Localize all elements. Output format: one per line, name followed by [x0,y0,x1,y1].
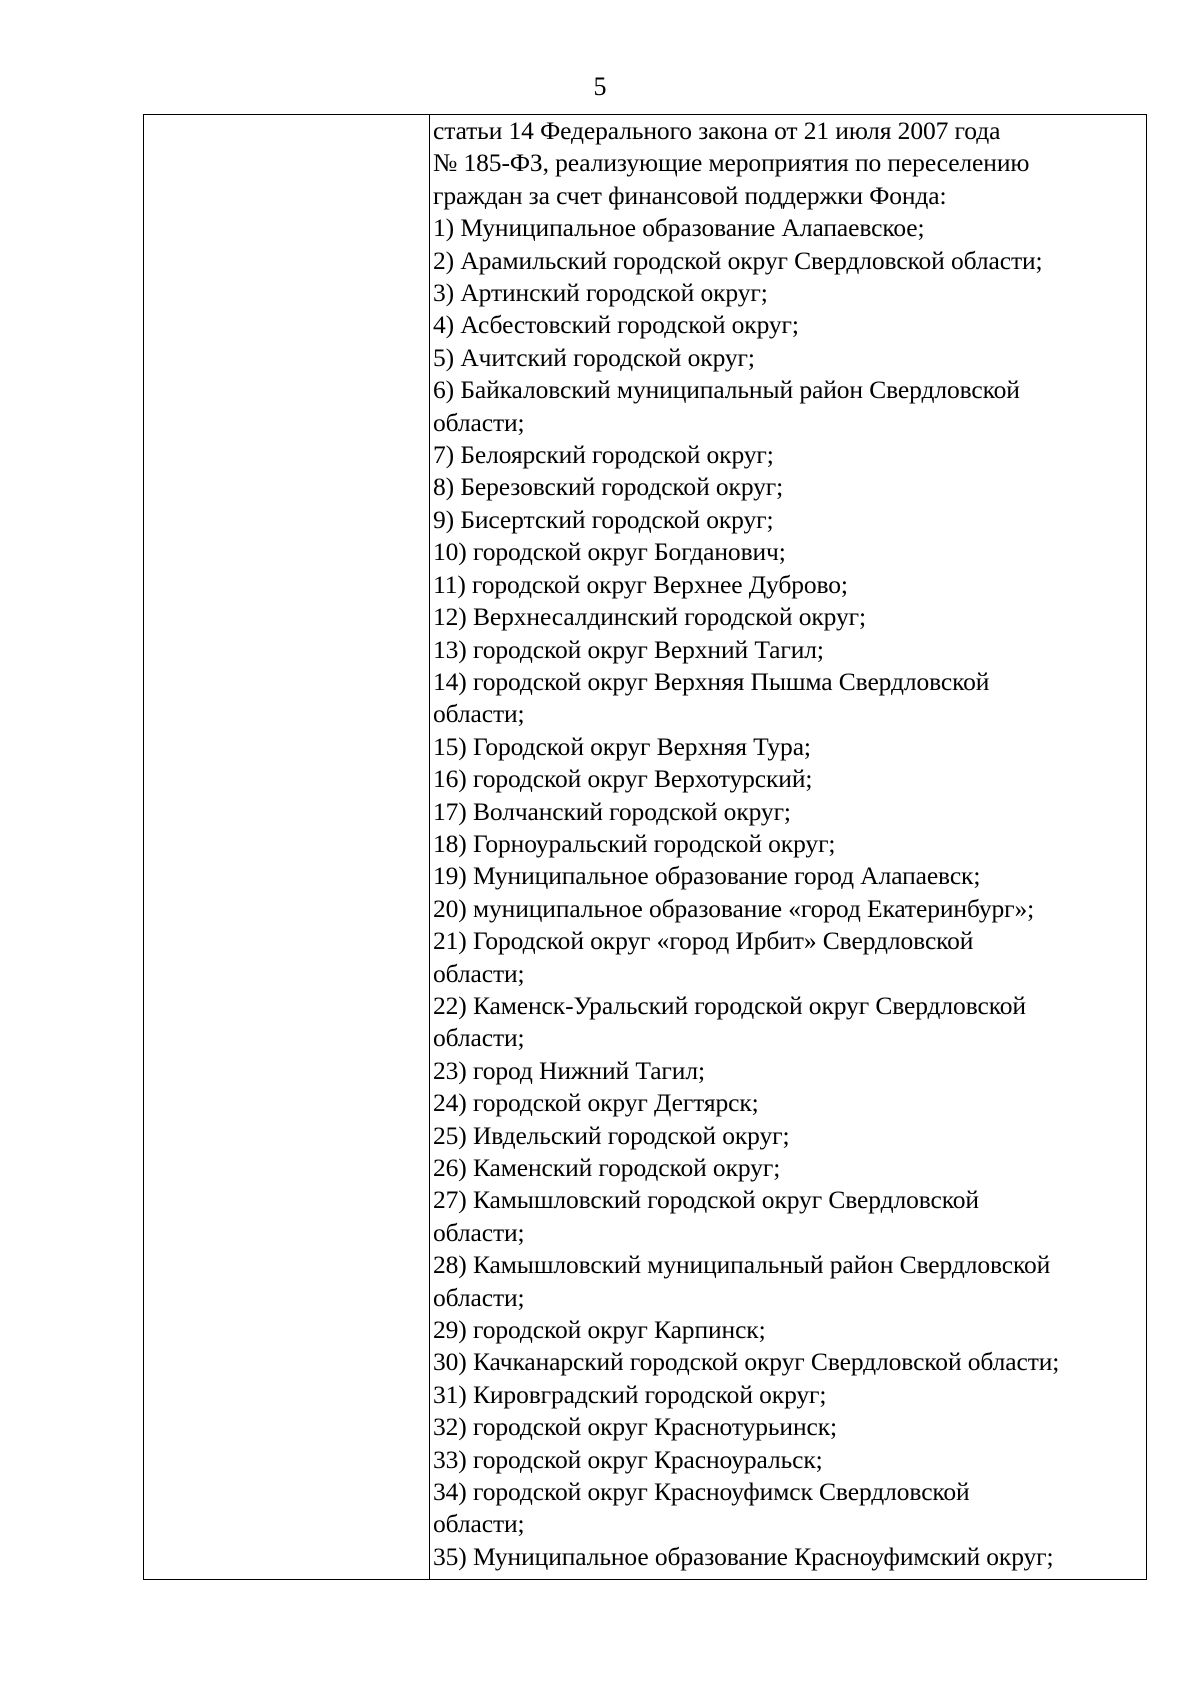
list-item: 32) городской округ Краснотурьинск; [433,1412,837,1442]
list-item: области; [433,1023,525,1053]
list-item: 13) городской округ Верхний Тагил; [433,634,824,664]
list-item: области; [433,407,525,437]
text-line: № 185-ФЗ, реализующие мероприятия по переселению [433,148,1030,178]
list-item: 25) Ивдельский городской округ; [433,1120,790,1150]
list-item: области; [433,958,525,988]
list-item: 22) Каменск-Уральский городской округ Свердловской [433,990,1026,1020]
table-right-cell [430,115,1146,1579]
list-item: области; [433,1217,525,1247]
page-number: 5 [593,72,607,101]
list-item: 6) Байкаловский муниципальный район Свердловской [433,375,1020,405]
list-item: 11) городской округ Верхнее Дуброво; [433,569,848,599]
list-item: 17) Волчанский городской округ; [433,796,791,826]
list-item: 26) Каменский городской округ; [433,1153,781,1182]
list-item: 5) Ачитский городской округ; [433,342,755,372]
list-item: области; [433,699,525,729]
list-item: 19) Муниципальное образование город Алапаевск; [433,861,981,891]
list-item: 29) городской округ Карпинск; [433,1315,766,1345]
list-item: 23) город Нижний Тагил; [433,1055,705,1085]
list-item: 16) городской округ Верхотурский; [433,764,813,794]
table-left-cell [144,115,430,1579]
list-item: 7) Белоярский городской округ; [433,440,774,470]
text-line: граждан за счет финансовой поддержки Фонда: [433,180,947,210]
text-line: статьи 14 Федерального закона от 21 июля 2007 года [433,116,1001,145]
list-item: области; [433,1509,525,1539]
list-item: 30) Качканарский городской округ Свердловской области; [433,1347,1060,1377]
list-item: 21) Городской округ «город Ирбит» Свердловской [433,926,974,956]
document-table [143,114,1147,1580]
list-item: 9) Бисертский городской округ; [433,504,774,534]
list-item: 33) городской округ Красноуральск; [433,1444,823,1474]
list-item: 35) Муниципальное образование Красноуфимский округ; [433,1541,1054,1571]
list-item: 10) городской округ Богданович; [433,537,786,567]
list-item: 8) Березовский городской округ; [433,472,784,502]
list-item: 28) Камышловский муниципальный район Свердловской [433,1250,1051,1280]
list-item: 20) муниципальное образование «город Екатеринбург»; [433,893,1035,923]
list-item: 18) Горноуральский городской округ; [433,828,836,858]
list-item: области; [433,1282,525,1312]
list-item: 27) Камышловский городской округ Свердловской [433,1185,979,1215]
list-item: 12) Верхнесалдинский городской округ; [433,602,866,632]
list-item: 1) Муниципальное образование Алапаевское; [433,213,925,243]
list-item: 3) Артинский городской округ; [433,278,768,308]
list-item: 14) городской округ Верхняя Пышма Свердловской [433,666,990,696]
list-item: 2) Арамильский городской округ Свердловской области; [433,245,1043,275]
list-item: 4) Асбестовский городской округ; [433,310,799,340]
list-item: 24) городской округ Дегтярск; [433,1088,759,1118]
list-item: 34) городской округ Красноуфимск Свердловской [433,1477,970,1507]
list-item: 31) Кировградский городской округ; [433,1379,827,1409]
list-item: 15) Городской округ Верхняя Тура; [433,731,811,761]
